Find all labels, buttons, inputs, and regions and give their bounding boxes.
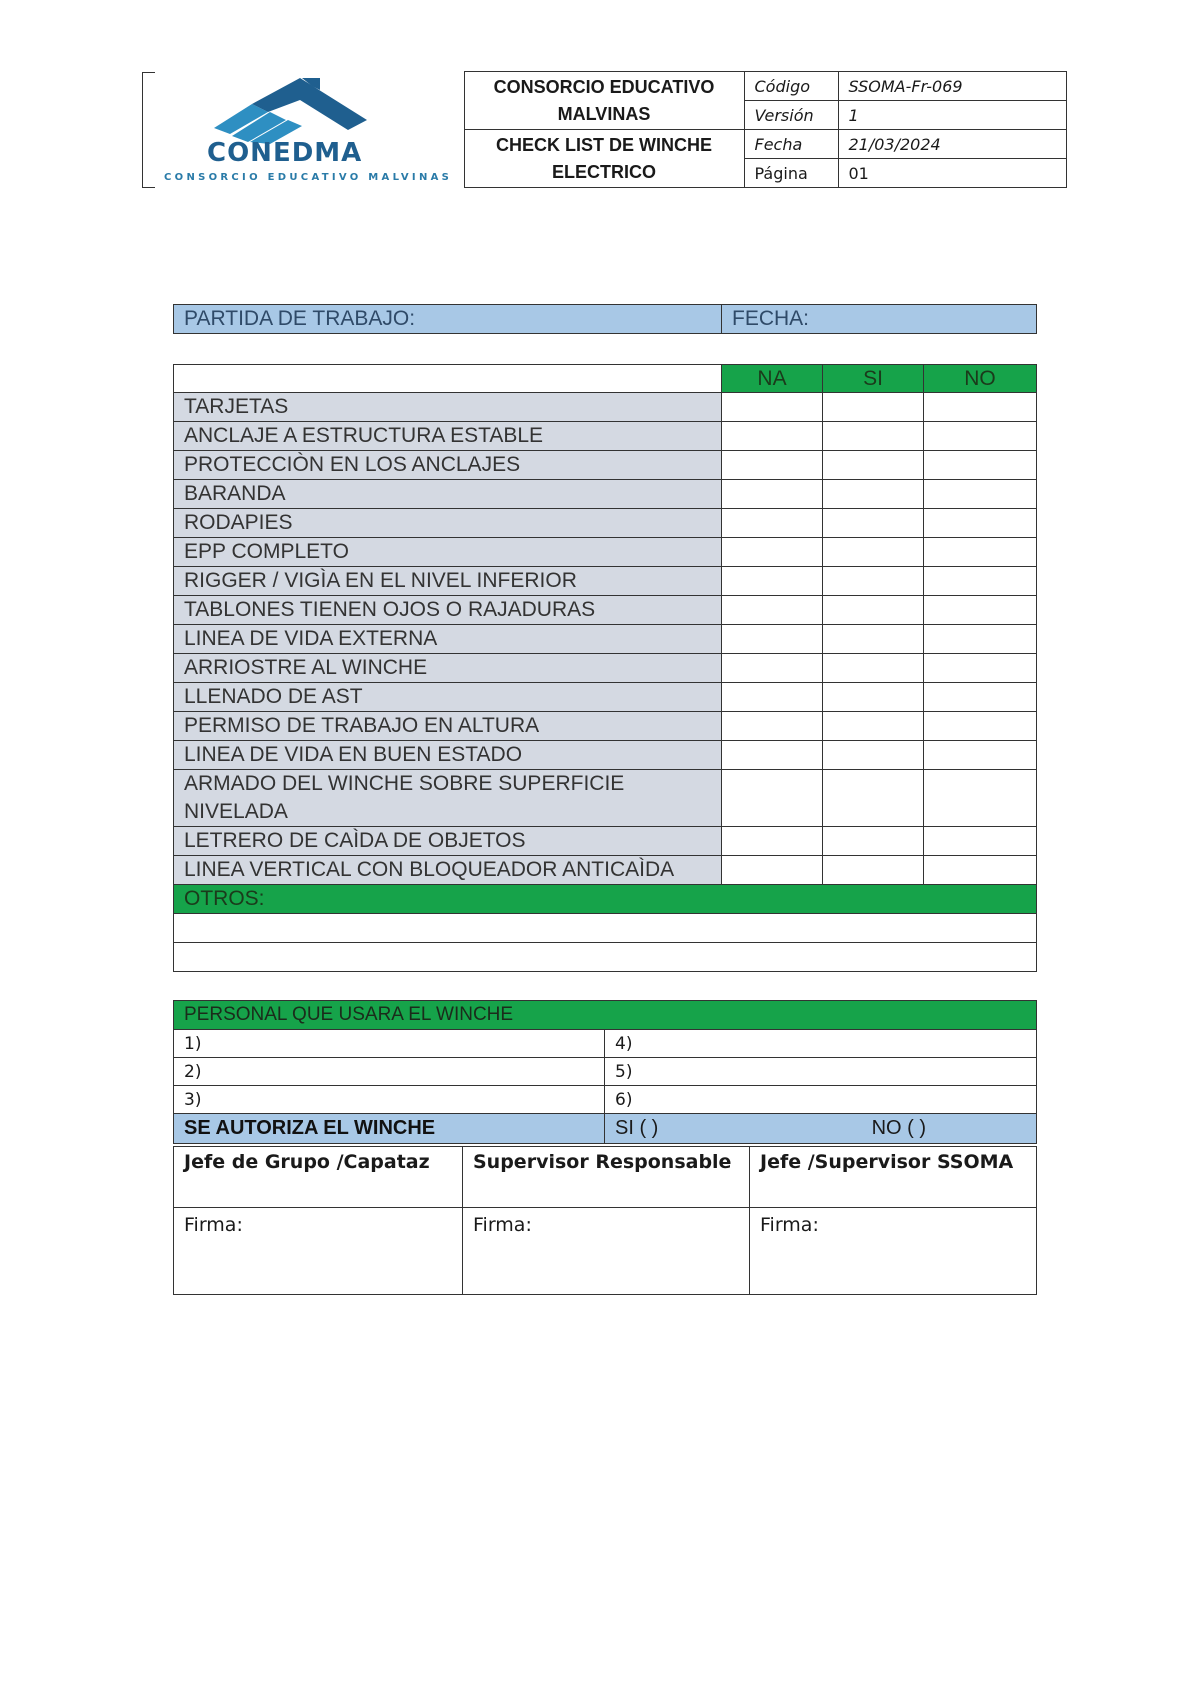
- checklist-row: [174, 509, 1037, 538]
- meta-value-fecha: 21/03/2024: [838, 130, 1066, 159]
- na-checkbox[interactable]: [722, 770, 823, 827]
- na-checkbox[interactable]: [722, 509, 823, 538]
- checklist-row: [174, 422, 1037, 451]
- autoriza-label: SE AUTORIZA EL WINCHE: [174, 1114, 605, 1144]
- meta-value-version: 1: [838, 101, 1066, 130]
- fecha-field[interactable]: FECHA:: [722, 305, 1037, 334]
- column-si: SI: [823, 365, 924, 393]
- checklist-header-row: [174, 365, 1037, 393]
- checklist-row: [174, 480, 1037, 509]
- meta-key-pagina: Página: [744, 159, 838, 188]
- checklist-row: [174, 625, 1037, 654]
- roles-row: [174, 1147, 1037, 1208]
- na-checkbox[interactable]: [722, 683, 823, 712]
- si-checkbox[interactable]: [823, 480, 924, 509]
- signatures-table: [173, 1146, 1037, 1295]
- no-checkbox[interactable]: [924, 741, 1037, 770]
- si-checkbox[interactable]: [823, 451, 924, 480]
- na-checkbox[interactable]: [722, 596, 823, 625]
- column-na: NA: [722, 365, 823, 393]
- autoriza-no-option[interactable]: NO ( ): [871, 1117, 926, 1139]
- personal-slot-5[interactable]: 5): [605, 1058, 1037, 1086]
- no-checkbox[interactable]: [924, 683, 1037, 712]
- conedma-logo: [152, 76, 452, 184]
- checklist-item: LINEA DE VIDA EN BUEN ESTADO: [174, 741, 722, 770]
- na-checkbox[interactable]: [722, 625, 823, 654]
- personal-header-row: [174, 1001, 1037, 1030]
- si-checkbox[interactable]: [823, 422, 924, 451]
- personal-title: PERSONAL QUE USARA EL WINCHE: [174, 1001, 1037, 1030]
- na-checkbox[interactable]: [722, 856, 823, 885]
- na-checkbox[interactable]: [722, 538, 823, 567]
- checklist-header-blank: [174, 365, 722, 393]
- checklist-row: [174, 712, 1037, 741]
- column-no: NO: [924, 365, 1037, 393]
- personal-slot-2[interactable]: 2): [174, 1058, 605, 1086]
- checklist-item: EPP COMPLETO: [174, 538, 722, 567]
- partida-de-trabajo-field[interactable]: PARTIDA DE TRABAJO:: [174, 305, 722, 334]
- meta-value-pagina: 01: [838, 159, 1066, 188]
- checklist-row: [174, 683, 1037, 712]
- meta-key-fecha: Fecha: [744, 130, 838, 159]
- personal-slot-3[interactable]: 3): [174, 1086, 605, 1114]
- personal-slot-6[interactable]: 6): [605, 1086, 1037, 1114]
- document-title: CHECK LIST DE WINCHE ELECTRICO: [464, 130, 744, 188]
- si-checkbox[interactable]: [823, 509, 924, 538]
- si-checkbox[interactable]: [823, 770, 924, 827]
- checklist-item: PROTECCIÒN EN LOS ANCLAJES: [174, 451, 722, 480]
- role-supervisor-responsable: Supervisor Responsable: [463, 1147, 750, 1208]
- checklist-row: [174, 596, 1037, 625]
- si-checkbox[interactable]: [823, 596, 924, 625]
- no-checkbox[interactable]: [924, 451, 1037, 480]
- no-checkbox[interactable]: [924, 538, 1037, 567]
- na-checkbox[interactable]: [722, 451, 823, 480]
- checklist-row: [174, 856, 1037, 885]
- si-checkbox[interactable]: [823, 827, 924, 856]
- otros-input-line[interactable]: [174, 943, 1037, 972]
- na-checkbox[interactable]: [722, 712, 823, 741]
- checklist-item: ARRIOSTRE AL WINCHE: [174, 654, 722, 683]
- no-checkbox[interactable]: [924, 856, 1037, 885]
- checklist-item: LINEA VERTICAL CON BLOQUEADOR ANTICAÌDA: [174, 856, 722, 885]
- meta-key-version: Versión: [744, 101, 838, 130]
- na-checkbox[interactable]: [722, 393, 823, 422]
- otros-input-line[interactable]: [174, 914, 1037, 943]
- meta-key-codigo: Código: [744, 72, 838, 101]
- si-checkbox[interactable]: [823, 538, 924, 567]
- si-checkbox[interactable]: [823, 741, 924, 770]
- checklist-item: LLENADO DE AST: [174, 683, 722, 712]
- na-checkbox[interactable]: [722, 480, 823, 509]
- checklist-row: [174, 654, 1037, 683]
- si-checkbox[interactable]: [823, 567, 924, 596]
- role-jefe-supervisor-ssoma: Jefe /Supervisor SSOMA: [750, 1147, 1037, 1208]
- document-header: [142, 71, 1067, 188]
- na-checkbox[interactable]: [722, 422, 823, 451]
- si-checkbox[interactable]: [823, 654, 924, 683]
- checklist-item: ARMADO DEL WINCHE SOBRE SUPERFICIE NIVELADA: [174, 770, 722, 827]
- checklist-row: [174, 567, 1037, 596]
- partida-row: [173, 304, 1037, 334]
- si-checkbox[interactable]: [823, 625, 924, 654]
- no-checkbox[interactable]: [924, 625, 1037, 654]
- checklist-table: [173, 364, 1037, 972]
- checklist-row: [174, 393, 1037, 422]
- roof-logo-icon: [152, 76, 452, 146]
- checklist-item: TARJETAS: [174, 393, 722, 422]
- na-checkbox[interactable]: [722, 741, 823, 770]
- na-checkbox[interactable]: [722, 567, 823, 596]
- personal-row: [174, 1030, 1037, 1058]
- autoriza-si-option[interactable]: SI ( ): [615, 1117, 659, 1139]
- no-checkbox[interactable]: [924, 827, 1037, 856]
- no-checkbox[interactable]: [924, 480, 1037, 509]
- si-checkbox[interactable]: [823, 856, 924, 885]
- role-jefe-de-grupo: Jefe de Grupo /Capataz: [174, 1147, 463, 1208]
- na-checkbox[interactable]: [722, 827, 823, 856]
- signature-field-2[interactable]: Firma:: [463, 1208, 750, 1295]
- signature-field-1[interactable]: Firma:: [174, 1208, 463, 1295]
- no-checkbox[interactable]: [924, 509, 1037, 538]
- signature-row: [174, 1208, 1037, 1295]
- no-checkbox[interactable]: [924, 770, 1037, 827]
- personal-slot-4[interactable]: 4): [605, 1030, 1037, 1058]
- otros-blank-row: [174, 943, 1037, 972]
- otros-label: OTROS:: [174, 885, 1037, 914]
- checklist-row: [174, 770, 1037, 827]
- checklist-item: PERMISO DE TRABAJO EN ALTURA: [174, 712, 722, 741]
- si-checkbox[interactable]: [823, 683, 924, 712]
- no-checkbox[interactable]: [924, 654, 1037, 683]
- checklist-row: [174, 827, 1037, 856]
- checklist-item: RIGGER / VIGÌA EN EL NIVEL INFERIOR: [174, 567, 722, 596]
- personal-slot-1[interactable]: 1): [174, 1030, 605, 1058]
- signature-field-3[interactable]: Firma:: [750, 1208, 1037, 1295]
- checklist-item: ANCLAJE A ESTRUCTURA ESTABLE: [174, 422, 722, 451]
- checklist-item: RODAPIES: [174, 509, 722, 538]
- checklist-row: [174, 741, 1037, 770]
- checklist-item: BARANDA: [174, 480, 722, 509]
- si-checkbox[interactable]: [823, 393, 924, 422]
- personal-table: [173, 1000, 1037, 1144]
- checklist-item: TABLONES TIENEN OJOS O RAJADURAS: [174, 596, 722, 625]
- checklist-item: LINEA DE VIDA EXTERNA: [174, 625, 722, 654]
- no-checkbox[interactable]: [924, 422, 1037, 451]
- autoriza-row: [174, 1114, 1037, 1144]
- otros-blank-row: [174, 914, 1037, 943]
- no-checkbox[interactable]: [924, 712, 1037, 741]
- meta-value-codigo: SSOMA-Fr-069: [838, 72, 1066, 101]
- logo-cell: [142, 72, 464, 188]
- logo-tagline: CONSORCIO EDUCATIVO MALVINAS: [164, 171, 453, 183]
- no-checkbox[interactable]: [924, 567, 1037, 596]
- personal-row: [174, 1086, 1037, 1114]
- autoriza-options: [605, 1114, 1037, 1144]
- checklist-row: [174, 538, 1037, 567]
- personal-row: [174, 1058, 1037, 1086]
- organization-name: CONSORCIO EDUCATIVO MALVINAS: [464, 72, 744, 130]
- logo-wordmark: CONEDMA: [207, 137, 363, 168]
- na-checkbox[interactable]: [722, 654, 823, 683]
- no-checkbox[interactable]: [924, 596, 1037, 625]
- si-checkbox[interactable]: [823, 712, 924, 741]
- checklist-item: LETRERO DE CAÌDA DE OBJETOS: [174, 827, 722, 856]
- checklist-row: [174, 451, 1037, 480]
- no-checkbox[interactable]: [924, 393, 1037, 422]
- otros-row: [174, 885, 1037, 914]
